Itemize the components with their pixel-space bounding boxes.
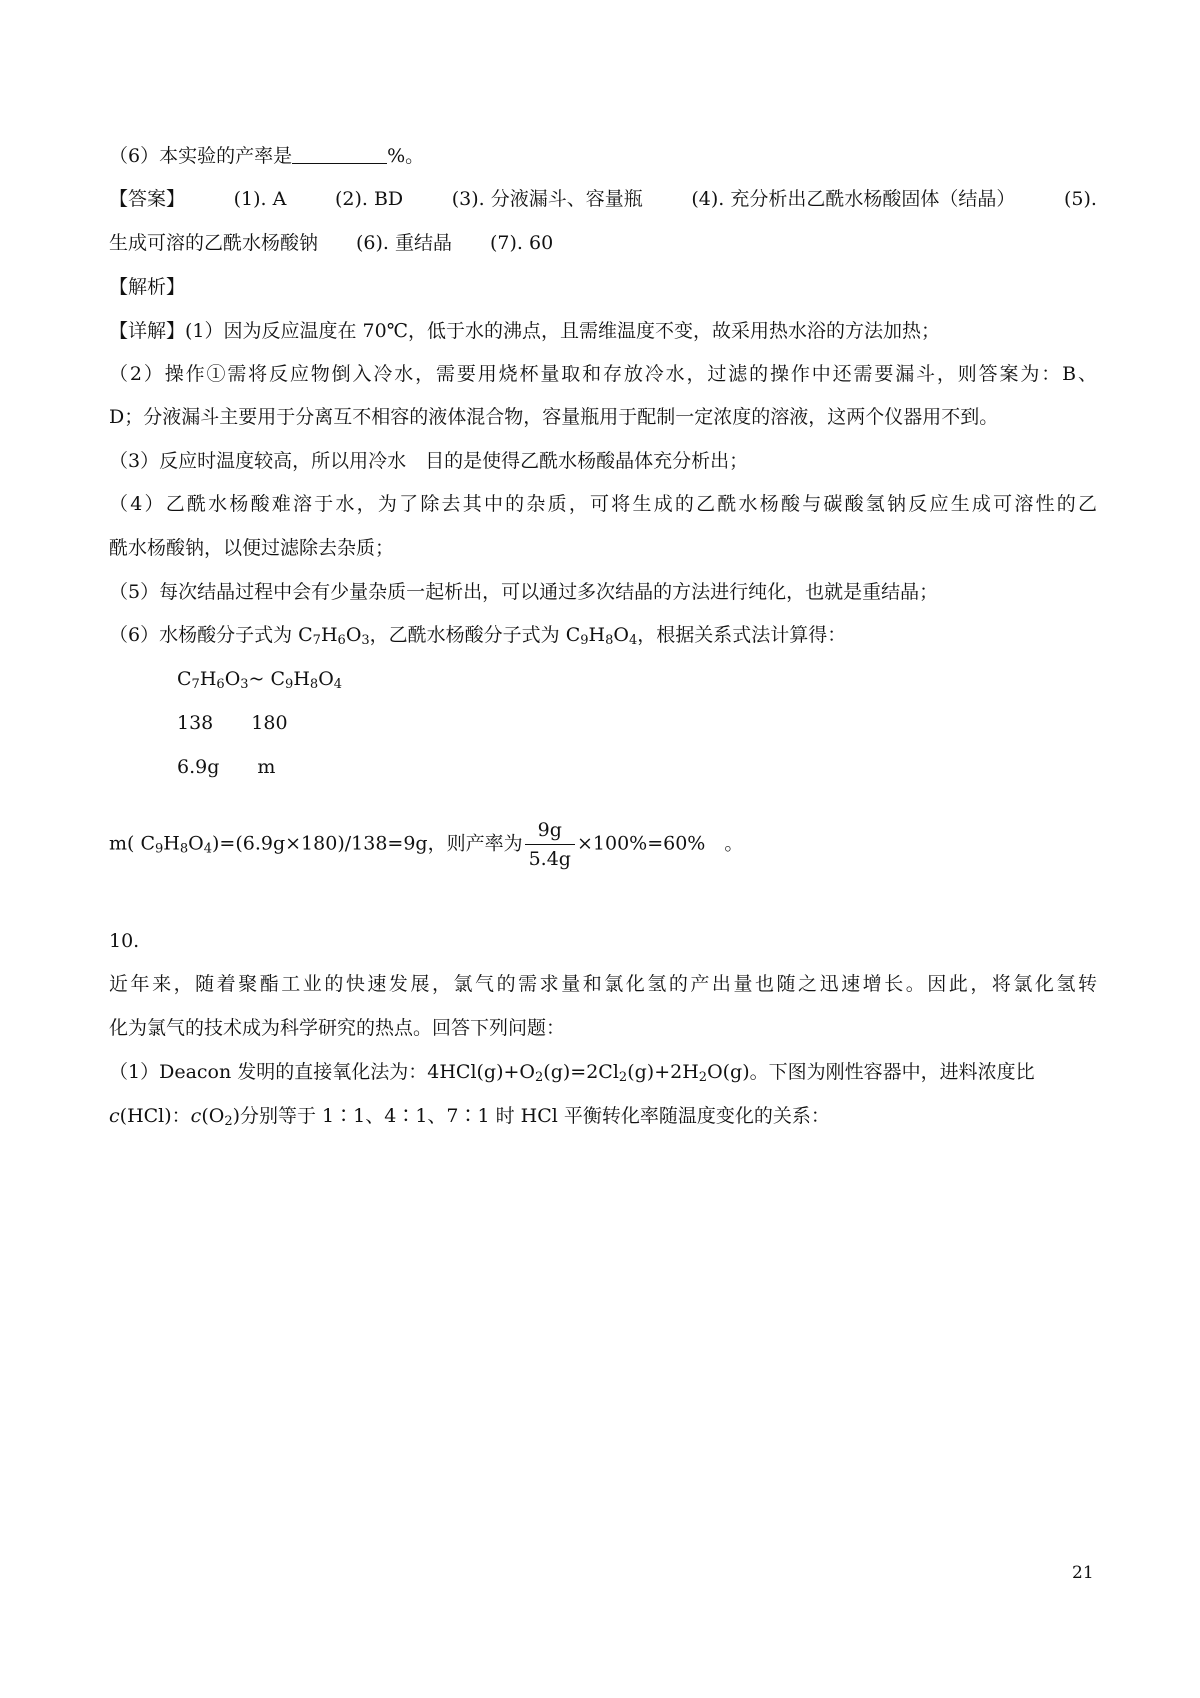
answer-tag: 【答案】 [109, 188, 186, 210]
answer-blank [292, 145, 387, 164]
question-6-line [109, 143, 424, 169]
answer-item: (1). A [233, 188, 287, 210]
yield-fraction: $\frac{9g}{5.4g}$ [525, 818, 575, 871]
answer-line [109, 186, 1097, 212]
calc-result: m( $C_9H_8O_4)=(6.9g\times 180)/138=9g$，则产率为 $\frac{9g}{5.4g}$ ×100%=60% 。 [109, 819, 744, 870]
detail-paragraph-2b: D；分液漏斗主要用于分离互不相容的液体混合物，容量瓶用于配制一定浓度的溶液，这两个仪器用不到。 [109, 406, 999, 428]
question-10-part-1b: c(HCl)：$c(O_2)$分别等于 1∶1、4∶1、7∶1 时 HCl 平衡转化率随温度变化的关系： [109, 1105, 830, 1129]
answer-item: (4). 充分析出乙酰水杨酸固体（结晶） [691, 188, 1016, 210]
question-10-intro-a: 近年来，随着聚酯工业的快速发展，氯气的需求量和氯化氢的产出量也随之迅速增长。因此，将氯化氢转 [109, 973, 1097, 995]
question-10-part-1a: （1）Deacon 发明的直接氧化法为：$4HCl(g)+O_2(g)=2Cl_2(g)+2H_2O(g)$。下图为刚性容器中，进料浓度比 [109, 1061, 1035, 1085]
question-6-suffix: %。 [387, 145, 425, 167]
calc-relation: $C_7H_6O_3\sim$ $C_9H_8O_4$ [177, 668, 343, 692]
detail-paragraph-3: （3）反应时温度较高，所以用冷水 目的是使得乙酰水杨酸晶体充分析出； [109, 450, 749, 472]
question-6-text: （6）本实验的产率是 [109, 145, 293, 167]
calc-masses: 6.9g m [177, 756, 276, 778]
calc-molar-masses: 138 180 [177, 712, 288, 734]
detail-paragraph-5: （5）每次结晶过程中会有少量杂质一起析出，可以通过多次结晶的方法进行纯化，也就是重结晶； [109, 581, 939, 603]
detail-paragraph-4a: （4）乙酰水杨酸难溶于水，为了除去其中的杂质，可将生成的乙酰水杨酸与碳酸氢钠反应生成可溶性的乙 [109, 493, 1097, 515]
answer-item: (2). BD [334, 188, 404, 210]
question-10-intro-b: 化为氯气的技术成为科学研究的热点。回答下列问题： [109, 1017, 566, 1039]
detail-paragraph-4b: 酰水杨酸钠，以便过滤除去杂质； [109, 537, 395, 559]
detail-paragraph-6: （6）水杨酸分子式为 $C_7H_6O_3$，乙酰水杨酸分子式为 $C_9H_8O_4$，根据关系式法计算得： [109, 624, 847, 648]
answer-item: (3). 分液漏斗、容量瓶 [451, 188, 643, 210]
analysis-tag: 【解析】 [109, 276, 186, 298]
answer-item: (5). [1063, 188, 1097, 210]
answer-line-2: 生成可溶的乙酰水杨酸钠 (6). 重结晶 (7). 60 [109, 232, 554, 254]
detail-paragraph-1: 【详解】(1）因为反应温度在 70℃，低于水的沸点，且需维温度不变，故采用热水浴的方法加热； [109, 320, 940, 342]
question-10-number: 10. [109, 930, 140, 952]
page-number: 21 [1072, 1563, 1094, 1583]
detail-paragraph-2a: （2）操作①需将反应物倒入冷水，需要用烧杯量取和存放冷水，过滤的操作中还需要漏斗，则答案为：B、 [109, 363, 1097, 385]
